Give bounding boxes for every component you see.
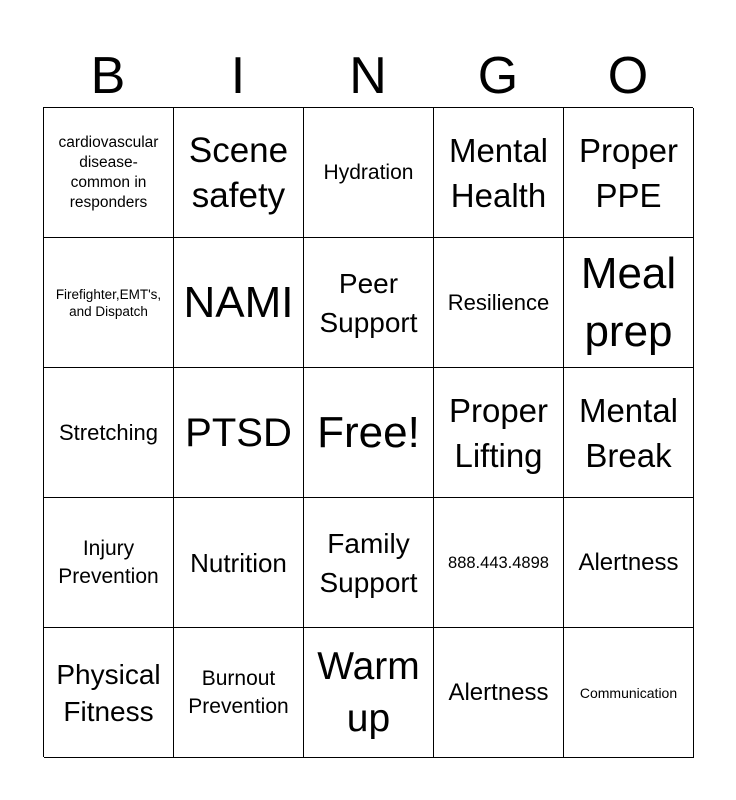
cell-label: Firefighter,EMT's, and Dispatch xyxy=(55,286,162,319)
bingo-cell[interactable] xyxy=(44,108,174,238)
cell-label: Warm up xyxy=(317,644,420,740)
cell-label: Mental Health xyxy=(448,131,549,214)
cell-label: Peer Support xyxy=(319,267,418,338)
bingo-cell[interactable] xyxy=(44,238,174,368)
bingo-cell[interactable] xyxy=(174,368,304,498)
bingo-cell[interactable] xyxy=(44,368,174,498)
bingo-cell[interactable] xyxy=(434,628,564,758)
header-letter-n: N xyxy=(349,47,387,105)
cell-label: NAMI xyxy=(183,277,294,327)
bingo-cell[interactable] xyxy=(434,238,564,368)
bingo-cell[interactable] xyxy=(304,238,434,368)
header-letter-i: I xyxy=(230,47,246,105)
cell-label: Meal prep xyxy=(580,248,677,356)
cell-label: Physical Fitness xyxy=(56,658,161,727)
bingo-cell[interactable] xyxy=(434,368,564,498)
cell-label: Injury Prevention xyxy=(58,536,159,588)
bingo-cell[interactable] xyxy=(174,108,304,238)
cell-label: Alertness xyxy=(578,548,679,576)
cell-label: Proper PPE xyxy=(578,131,679,214)
cell-label: Proper Lifting xyxy=(448,391,549,474)
bingo-header xyxy=(43,44,693,108)
header-letter-b: B xyxy=(90,47,126,105)
bingo-cell[interactable] xyxy=(44,498,174,628)
bingo-board xyxy=(43,107,693,757)
bingo-cell[interactable] xyxy=(174,498,304,628)
cell-label: Family Support xyxy=(319,527,418,598)
bingo-cell[interactable] xyxy=(564,628,694,758)
cell-label: Nutrition xyxy=(190,547,287,578)
free-space[interactable] xyxy=(304,368,434,498)
bingo-cell[interactable] xyxy=(304,498,434,628)
cell-label: cardiovascular disease- common in responders xyxy=(58,133,159,211)
cell-label: Mental Break xyxy=(578,391,679,474)
cell-label: Hydration xyxy=(323,160,414,184)
cell-label: Communication xyxy=(579,684,678,701)
header-letter-o: O xyxy=(607,47,649,105)
cell-label: Stretching xyxy=(58,420,159,445)
bingo-cell[interactable] xyxy=(434,498,564,628)
bingo-cell[interactable] xyxy=(304,628,434,758)
bingo-cell[interactable] xyxy=(174,628,304,758)
cell-label: 888.443.4898 xyxy=(448,553,549,572)
bingo-cell[interactable] xyxy=(564,238,694,368)
bingo-cell[interactable] xyxy=(44,628,174,758)
bingo-cell[interactable] xyxy=(174,238,304,368)
cell-label: PTSD xyxy=(185,410,292,455)
cell-label: Alertness xyxy=(448,678,549,706)
bingo-cell[interactable] xyxy=(564,498,694,628)
cell-label: Resilience xyxy=(447,290,550,315)
bingo-cell[interactable] xyxy=(434,108,564,238)
bingo-cell[interactable] xyxy=(564,368,694,498)
header-letter-g: G xyxy=(477,47,519,105)
bingo-cell[interactable] xyxy=(564,108,694,238)
cell-label: Scene safety xyxy=(188,130,289,215)
cell-label: Free! xyxy=(317,407,420,457)
bingo-cell[interactable] xyxy=(304,108,434,238)
cell-label: Burnout Prevention xyxy=(188,666,289,718)
